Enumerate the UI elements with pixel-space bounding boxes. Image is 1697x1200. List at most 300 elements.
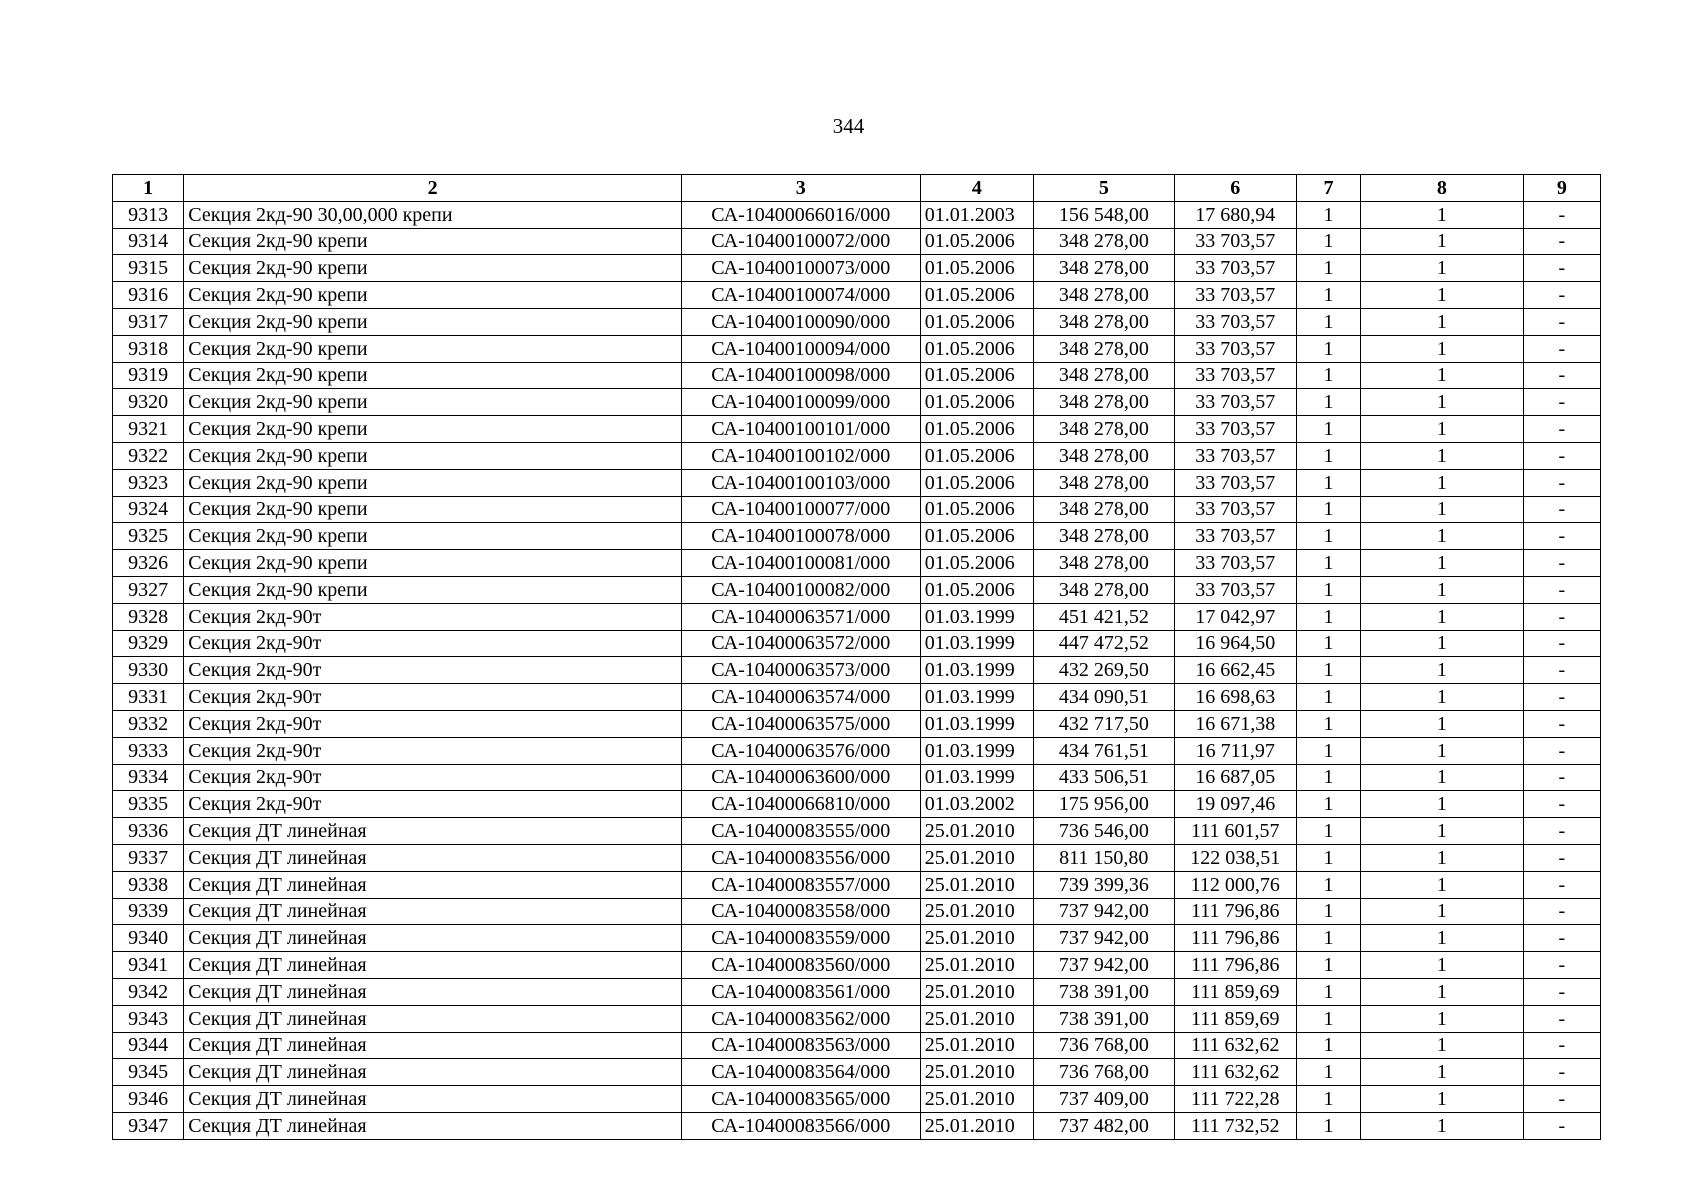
col9-cell: - <box>1523 657 1600 684</box>
value-cell: 19 097,46 <box>1174 791 1296 818</box>
table-row <box>113 1032 1601 1059</box>
inventory-code-cell: СА-10400100102/000 <box>681 442 920 469</box>
col7-cell: 1 <box>1296 603 1360 630</box>
cost-cell: 348 278,00 <box>1034 308 1174 335</box>
col9-cell: - <box>1523 925 1600 952</box>
col7-cell: 1 <box>1296 469 1360 496</box>
asset-name-cell: Секция 2кд-90 крепи <box>184 335 682 362</box>
col9-cell: - <box>1523 201 1600 228</box>
table-row <box>113 844 1601 871</box>
asset-name-cell: Секция 2кд-90 крепи <box>184 523 682 550</box>
cost-cell: 348 278,00 <box>1034 416 1174 443</box>
col9-cell: - <box>1523 737 1600 764</box>
table-row <box>113 657 1601 684</box>
col8-cell: 1 <box>1361 978 1524 1005</box>
table-row <box>113 1086 1601 1113</box>
date-cell: 01.05.2006 <box>920 255 1033 282</box>
row-number-cell: 9318 <box>113 335 184 362</box>
row-number-cell: 9316 <box>113 282 184 309</box>
col8-cell: 1 <box>1361 389 1524 416</box>
row-number-cell: 9332 <box>113 710 184 737</box>
cost-cell: 348 278,00 <box>1034 282 1174 309</box>
value-cell: 111 796,86 <box>1174 952 1296 979</box>
date-cell: 01.05.2006 <box>920 469 1033 496</box>
col7-cell: 1 <box>1296 1059 1360 1086</box>
asset-name-cell: Секция ДТ линейная <box>184 925 682 952</box>
col8-cell: 1 <box>1361 684 1524 711</box>
col8-cell: 1 <box>1361 362 1524 389</box>
col7-cell: 1 <box>1296 576 1360 603</box>
value-cell: 33 703,57 <box>1174 442 1296 469</box>
cost-cell: 736 546,00 <box>1034 818 1174 845</box>
date-cell: 01.03.1999 <box>920 684 1033 711</box>
cost-cell: 738 391,00 <box>1034 1005 1174 1032</box>
col7-cell: 1 <box>1296 952 1360 979</box>
col7-cell: 1 <box>1296 1005 1360 1032</box>
cost-cell: 447 472,52 <box>1034 630 1174 657</box>
value-cell: 111 601,57 <box>1174 818 1296 845</box>
col7-cell: 1 <box>1296 308 1360 335</box>
value-cell: 33 703,57 <box>1174 255 1296 282</box>
value-cell: 16 662,45 <box>1174 657 1296 684</box>
col8-cell: 1 <box>1361 1059 1524 1086</box>
table-row <box>113 282 1601 309</box>
value-cell: 122 038,51 <box>1174 844 1296 871</box>
row-number-cell: 9317 <box>113 308 184 335</box>
asset-name-cell: Секция ДТ линейная <box>184 1032 682 1059</box>
inventory-code-cell: СА-10400100073/000 <box>681 255 920 282</box>
col8-cell: 1 <box>1361 1005 1524 1032</box>
date-cell: 01.03.2002 <box>920 791 1033 818</box>
col8-cell: 1 <box>1361 576 1524 603</box>
value-cell: 33 703,57 <box>1174 308 1296 335</box>
col9-cell: - <box>1523 416 1600 443</box>
col9-cell: - <box>1523 952 1600 979</box>
col9-cell: - <box>1523 228 1600 255</box>
cost-cell: 348 278,00 <box>1034 469 1174 496</box>
inventory-table <box>112 174 1601 1140</box>
value-cell: 33 703,57 <box>1174 550 1296 577</box>
asset-name-cell: Секция 2кд-90т <box>184 737 682 764</box>
table-header <box>113 175 1601 202</box>
col9-cell: - <box>1523 764 1600 791</box>
table-row <box>113 576 1601 603</box>
col9-cell: - <box>1523 442 1600 469</box>
inventory-code-cell: СА-10400100101/000 <box>681 416 920 443</box>
date-cell: 01.05.2006 <box>920 389 1033 416</box>
row-number-cell: 9347 <box>113 1112 184 1139</box>
value-cell: 33 703,57 <box>1174 282 1296 309</box>
cost-cell: 737 942,00 <box>1034 952 1174 979</box>
value-cell: 33 703,57 <box>1174 496 1296 523</box>
inventory-code-cell: СА-10400100090/000 <box>681 308 920 335</box>
col9-cell: - <box>1523 710 1600 737</box>
date-cell: 25.01.2010 <box>920 844 1033 871</box>
date-cell: 01.05.2006 <box>920 308 1033 335</box>
row-number-cell: 9324 <box>113 496 184 523</box>
asset-name-cell: Секция 2кд-90 крепи <box>184 496 682 523</box>
col8-cell: 1 <box>1361 844 1524 871</box>
value-cell: 33 703,57 <box>1174 335 1296 362</box>
col9-cell: - <box>1523 1032 1600 1059</box>
col8-cell: 1 <box>1361 550 1524 577</box>
inventory-code-cell: СА-10400083565/000 <box>681 1086 920 1113</box>
asset-name-cell: Секция 2кд-90 крепи <box>184 228 682 255</box>
table-row <box>113 791 1601 818</box>
col7-cell: 1 <box>1296 978 1360 1005</box>
col8-cell: 1 <box>1361 791 1524 818</box>
row-number-cell: 9320 <box>113 389 184 416</box>
col7-cell: 1 <box>1296 657 1360 684</box>
col9-cell: - <box>1523 978 1600 1005</box>
col7-cell: 1 <box>1296 1086 1360 1113</box>
inventory-code-cell: СА-10400100081/000 <box>681 550 920 577</box>
inventory-code-cell: СА-10400100077/000 <box>681 496 920 523</box>
value-cell: 111 796,86 <box>1174 925 1296 952</box>
asset-name-cell: Секция 2кд-90 крепи <box>184 442 682 469</box>
row-number-cell: 9321 <box>113 416 184 443</box>
col7-cell: 1 <box>1296 710 1360 737</box>
asset-name-cell: Секция 2кд-90 крепи <box>184 469 682 496</box>
date-cell: 25.01.2010 <box>920 871 1033 898</box>
asset-name-cell: Секция ДТ линейная <box>184 1112 682 1139</box>
col7-cell: 1 <box>1296 925 1360 952</box>
cost-cell: 348 278,00 <box>1034 228 1174 255</box>
table-row <box>113 871 1601 898</box>
table-row <box>113 684 1601 711</box>
col8-cell: 1 <box>1361 469 1524 496</box>
date-cell: 01.05.2006 <box>920 523 1033 550</box>
value-cell: 111 859,69 <box>1174 978 1296 1005</box>
col7-cell: 1 <box>1296 737 1360 764</box>
table-row <box>113 523 1601 550</box>
asset-name-cell: Секция 2кд-90т <box>184 791 682 818</box>
asset-name-cell: Секция 2кд-90т <box>184 764 682 791</box>
cost-cell: 156 548,00 <box>1034 201 1174 228</box>
col8-cell: 1 <box>1361 442 1524 469</box>
value-cell: 111 859,69 <box>1174 1005 1296 1032</box>
row-number-cell: 9323 <box>113 469 184 496</box>
col9-cell: - <box>1523 255 1600 282</box>
inventory-code-cell: СА-10400083557/000 <box>681 871 920 898</box>
column-header: 4 <box>920 175 1033 202</box>
asset-name-cell: Секция 2кд-90 крепи <box>184 308 682 335</box>
col9-cell: - <box>1523 469 1600 496</box>
date-cell: 25.01.2010 <box>920 1059 1033 1086</box>
col8-cell: 1 <box>1361 737 1524 764</box>
row-number-cell: 9337 <box>113 844 184 871</box>
table-row <box>113 228 1601 255</box>
inventory-code-cell: СА-10400083564/000 <box>681 1059 920 1086</box>
asset-name-cell: Секция ДТ линейная <box>184 952 682 979</box>
column-header: 2 <box>184 175 682 202</box>
cost-cell: 811 150,80 <box>1034 844 1174 871</box>
date-cell: 01.05.2006 <box>920 335 1033 362</box>
table-row <box>113 925 1601 952</box>
cost-cell: 433 506,51 <box>1034 764 1174 791</box>
col9-cell: - <box>1523 791 1600 818</box>
value-cell: 33 703,57 <box>1174 228 1296 255</box>
date-cell: 25.01.2010 <box>920 1112 1033 1139</box>
col9-cell: - <box>1523 282 1600 309</box>
inventory-code-cell: СА-10400100094/000 <box>681 335 920 362</box>
row-number-cell: 9329 <box>113 630 184 657</box>
table-row <box>113 335 1601 362</box>
value-cell: 111 632,62 <box>1174 1059 1296 1086</box>
col7-cell: 1 <box>1296 630 1360 657</box>
col7-cell: 1 <box>1296 844 1360 871</box>
row-number-cell: 9344 <box>113 1032 184 1059</box>
col7-cell: 1 <box>1296 684 1360 711</box>
cost-cell: 736 768,00 <box>1034 1032 1174 1059</box>
date-cell: 01.05.2006 <box>920 576 1033 603</box>
cost-cell: 348 278,00 <box>1034 442 1174 469</box>
col8-cell: 1 <box>1361 523 1524 550</box>
inventory-code-cell: СА-10400083556/000 <box>681 844 920 871</box>
column-header: 5 <box>1034 175 1174 202</box>
table-row <box>113 978 1601 1005</box>
table-row <box>113 496 1601 523</box>
row-number-cell: 9339 <box>113 898 184 925</box>
inventory-code-cell: СА-10400063571/000 <box>681 603 920 630</box>
table-row <box>113 389 1601 416</box>
cost-cell: 738 391,00 <box>1034 978 1174 1005</box>
inventory-code-cell: СА-10400100078/000 <box>681 523 920 550</box>
col7-cell: 1 <box>1296 496 1360 523</box>
col8-cell: 1 <box>1361 308 1524 335</box>
inventory-code-cell: СА-10400083560/000 <box>681 952 920 979</box>
inventory-code-cell: СА-10400063576/000 <box>681 737 920 764</box>
asset-name-cell: Секция ДТ линейная <box>184 1005 682 1032</box>
col7-cell: 1 <box>1296 871 1360 898</box>
col9-cell: - <box>1523 550 1600 577</box>
value-cell: 33 703,57 <box>1174 389 1296 416</box>
table-row <box>113 1005 1601 1032</box>
row-number-cell: 9340 <box>113 925 184 952</box>
row-number-cell: 9341 <box>113 952 184 979</box>
col7-cell: 1 <box>1296 550 1360 577</box>
inventory-code-cell: СА-10400063573/000 <box>681 657 920 684</box>
date-cell: 01.05.2006 <box>920 496 1033 523</box>
col9-cell: - <box>1523 603 1600 630</box>
inventory-code-cell: СА-10400083559/000 <box>681 925 920 952</box>
col8-cell: 1 <box>1361 282 1524 309</box>
col7-cell: 1 <box>1296 362 1360 389</box>
date-cell: 01.05.2006 <box>920 362 1033 389</box>
col8-cell: 1 <box>1361 228 1524 255</box>
cost-cell: 432 269,50 <box>1034 657 1174 684</box>
col9-cell: - <box>1523 496 1600 523</box>
col9-cell: - <box>1523 1086 1600 1113</box>
date-cell: 25.01.2010 <box>920 1005 1033 1032</box>
row-number-cell: 9343 <box>113 1005 184 1032</box>
col8-cell: 1 <box>1361 1112 1524 1139</box>
date-cell: 01.05.2006 <box>920 550 1033 577</box>
inventory-code-cell: СА-10400066810/000 <box>681 791 920 818</box>
inventory-code-cell: СА-10400063572/000 <box>681 630 920 657</box>
col8-cell: 1 <box>1361 764 1524 791</box>
cost-cell: 736 768,00 <box>1034 1059 1174 1086</box>
value-cell: 17 680,94 <box>1174 201 1296 228</box>
table-row <box>113 737 1601 764</box>
col7-cell: 1 <box>1296 201 1360 228</box>
cost-cell: 348 278,00 <box>1034 550 1174 577</box>
inventory-code-cell: СА-10400083558/000 <box>681 898 920 925</box>
row-number-cell: 9315 <box>113 255 184 282</box>
col9-cell: - <box>1523 1005 1600 1032</box>
table-row <box>113 255 1601 282</box>
asset-name-cell: Секция 2кд-90т <box>184 603 682 630</box>
column-header: 1 <box>113 175 184 202</box>
date-cell: 01.05.2006 <box>920 282 1033 309</box>
col7-cell: 1 <box>1296 1112 1360 1139</box>
date-cell: 01.05.2006 <box>920 228 1033 255</box>
col8-cell: 1 <box>1361 1032 1524 1059</box>
date-cell: 01.05.2006 <box>920 416 1033 443</box>
table-row <box>113 201 1601 228</box>
asset-name-cell: Секция 2кд-90 30,00,000 крепи <box>184 201 682 228</box>
col7-cell: 1 <box>1296 389 1360 416</box>
col8-cell: 1 <box>1361 1086 1524 1113</box>
value-cell: 111 732,52 <box>1174 1112 1296 1139</box>
row-number-cell: 9338 <box>113 871 184 898</box>
inventory-code-cell: СА-10400083555/000 <box>681 818 920 845</box>
col9-cell: - <box>1523 308 1600 335</box>
asset-name-cell: Секция 2кд-90 крепи <box>184 389 682 416</box>
inventory-code-cell: СА-10400100099/000 <box>681 389 920 416</box>
cost-cell: 348 278,00 <box>1034 335 1174 362</box>
col9-cell: - <box>1523 844 1600 871</box>
inventory-code-cell: СА-10400100082/000 <box>681 576 920 603</box>
row-number-cell: 9325 <box>113 523 184 550</box>
row-number-cell: 9326 <box>113 550 184 577</box>
column-header: 8 <box>1361 175 1524 202</box>
col7-cell: 1 <box>1296 764 1360 791</box>
col7-cell: 1 <box>1296 282 1360 309</box>
col7-cell: 1 <box>1296 898 1360 925</box>
cost-cell: 348 278,00 <box>1034 389 1174 416</box>
table-row <box>113 1112 1601 1139</box>
date-cell: 01.03.1999 <box>920 630 1033 657</box>
col9-cell: - <box>1523 630 1600 657</box>
row-number-cell: 9314 <box>113 228 184 255</box>
value-cell: 16 698,63 <box>1174 684 1296 711</box>
inventory-code-cell: СА-10400100098/000 <box>681 362 920 389</box>
cost-cell: 348 278,00 <box>1034 523 1174 550</box>
row-number-cell: 9313 <box>113 201 184 228</box>
col7-cell: 1 <box>1296 818 1360 845</box>
col7-cell: 1 <box>1296 255 1360 282</box>
table-row <box>113 898 1601 925</box>
cost-cell: 451 421,52 <box>1034 603 1174 630</box>
asset-name-cell: Секция 2кд-90 крепи <box>184 416 682 443</box>
inventory-code-cell: СА-10400100074/000 <box>681 282 920 309</box>
table-row <box>113 630 1601 657</box>
cost-cell: 737 409,00 <box>1034 1086 1174 1113</box>
date-cell: 25.01.2010 <box>920 818 1033 845</box>
cost-cell: 175 956,00 <box>1034 791 1174 818</box>
value-cell: 16 964,50 <box>1174 630 1296 657</box>
row-number-cell: 9328 <box>113 603 184 630</box>
table-row <box>113 603 1601 630</box>
date-cell: 01.05.2006 <box>920 442 1033 469</box>
date-cell: 25.01.2010 <box>920 925 1033 952</box>
row-number-cell: 9319 <box>113 362 184 389</box>
asset-name-cell: Секция ДТ линейная <box>184 871 682 898</box>
col8-cell: 1 <box>1361 416 1524 443</box>
cost-cell: 434 090,51 <box>1034 684 1174 711</box>
col8-cell: 1 <box>1361 630 1524 657</box>
table-row <box>113 442 1601 469</box>
row-number-cell: 9331 <box>113 684 184 711</box>
col7-cell: 1 <box>1296 442 1360 469</box>
row-number-cell: 9327 <box>113 576 184 603</box>
asset-name-cell: Секция 2кд-90 крепи <box>184 282 682 309</box>
col7-cell: 1 <box>1296 523 1360 550</box>
date-cell: 01.03.1999 <box>920 710 1033 737</box>
table-row <box>113 469 1601 496</box>
col7-cell: 1 <box>1296 791 1360 818</box>
col7-cell: 1 <box>1296 228 1360 255</box>
table-row <box>113 764 1601 791</box>
asset-name-cell: Секция 2кд-90 крепи <box>184 576 682 603</box>
column-header: 3 <box>681 175 920 202</box>
value-cell: 111 722,28 <box>1174 1086 1296 1113</box>
col9-cell: - <box>1523 871 1600 898</box>
asset-name-cell: Секция ДТ линейная <box>184 844 682 871</box>
value-cell: 33 703,57 <box>1174 416 1296 443</box>
cost-cell: 737 942,00 <box>1034 925 1174 952</box>
row-number-cell: 9342 <box>113 978 184 1005</box>
table-row <box>113 1059 1601 1086</box>
col8-cell: 1 <box>1361 818 1524 845</box>
row-number-cell: 9334 <box>113 764 184 791</box>
inventory-code-cell: СА-10400063575/000 <box>681 710 920 737</box>
col8-cell: 1 <box>1361 255 1524 282</box>
col9-cell: - <box>1523 684 1600 711</box>
asset-name-cell: Секция 2кд-90 крепи <box>184 362 682 389</box>
row-number-cell: 9345 <box>113 1059 184 1086</box>
col8-cell: 1 <box>1361 603 1524 630</box>
cost-cell: 739 399,36 <box>1034 871 1174 898</box>
value-cell: 17 042,97 <box>1174 603 1296 630</box>
col8-cell: 1 <box>1361 952 1524 979</box>
cost-cell: 737 482,00 <box>1034 1112 1174 1139</box>
inventory-code-cell: СА-10400063600/000 <box>681 764 920 791</box>
column-header: 6 <box>1174 175 1296 202</box>
cost-cell: 348 278,00 <box>1034 496 1174 523</box>
inventory-code-cell: СА-10400066016/000 <box>681 201 920 228</box>
col8-cell: 1 <box>1361 898 1524 925</box>
table-row <box>113 362 1601 389</box>
col9-cell: - <box>1523 389 1600 416</box>
asset-name-cell: Секция 2кд-90 крепи <box>184 550 682 577</box>
value-cell: 111 796,86 <box>1174 898 1296 925</box>
col9-cell: - <box>1523 1059 1600 1086</box>
asset-name-cell: Секция ДТ линейная <box>184 818 682 845</box>
col9-cell: - <box>1523 818 1600 845</box>
col8-cell: 1 <box>1361 871 1524 898</box>
asset-name-cell: Секция 2кд-90 крепи <box>184 255 682 282</box>
column-header: 7 <box>1296 175 1360 202</box>
date-cell: 25.01.2010 <box>920 952 1033 979</box>
date-cell: 01.03.1999 <box>920 764 1033 791</box>
asset-name-cell: Секция ДТ линейная <box>184 1086 682 1113</box>
value-cell: 16 711,97 <box>1174 737 1296 764</box>
inventory-code-cell: СА-10400083562/000 <box>681 1005 920 1032</box>
cost-cell: 348 278,00 <box>1034 255 1174 282</box>
row-number-cell: 9336 <box>113 818 184 845</box>
